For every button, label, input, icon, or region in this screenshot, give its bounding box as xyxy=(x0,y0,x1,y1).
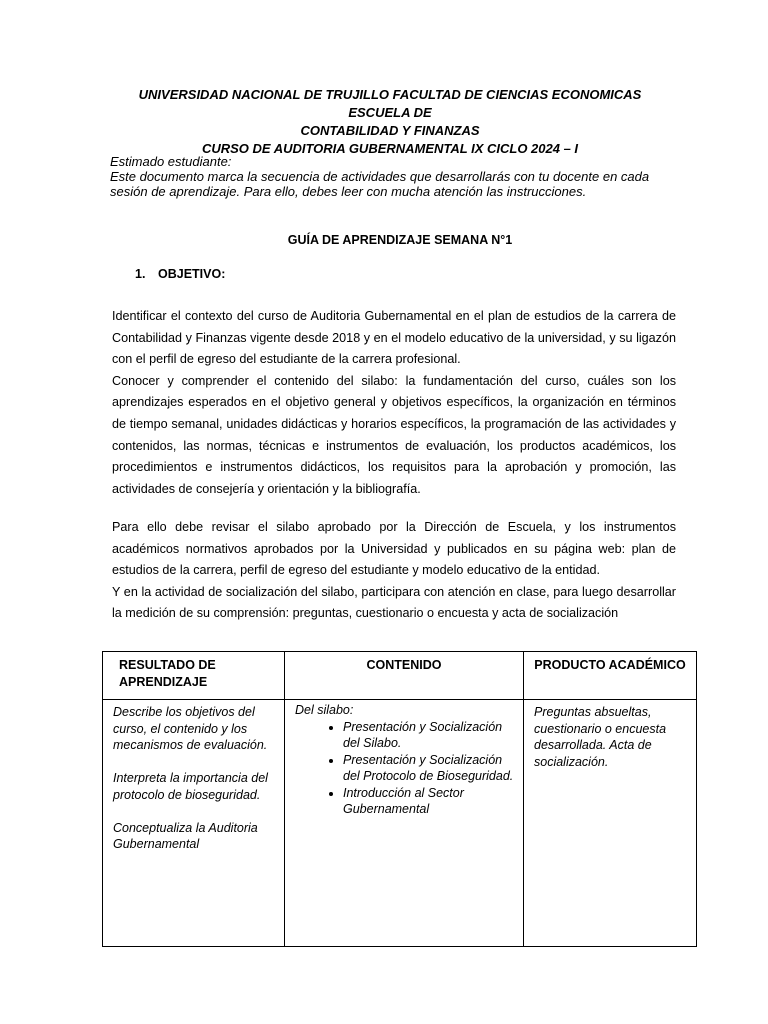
content-cell xyxy=(285,700,524,947)
guide-title: GUÍA DE APRENDIZAJE SEMANA N°1 xyxy=(287,233,513,247)
university-line: UNIVERSIDAD NACIONAL DE TRUJILLO FACULTAD DE CIENCIAS ECONOMICAS ESCUELA DE xyxy=(138,87,642,120)
list-item: • Introducción al Sector Gubernamental xyxy=(343,785,517,818)
content-list xyxy=(295,719,517,818)
objective-paragraph-4: Y en la actividad de socialización del silabo, participara con atención en clase, para luego desarrollar la medición de su comprensión: preguntas, cuestionario o encuesta y acta de socialización xyxy=(112,584,676,621)
intro-text: Este documento marca la secuencia de actividades que desarrollarás con tu docente en cada sesión de aprendizaje. Para ello, debes leer con mucha atención las instrucciones. xyxy=(110,169,650,199)
list-item: • Presentación y Socialización del Protocolo de Bioseguridad. xyxy=(343,752,517,785)
activities-table xyxy=(102,651,697,947)
objective-block-2 xyxy=(112,517,676,625)
greeting: Estimado estudiante: xyxy=(110,154,232,169)
objective-heading xyxy=(135,267,225,281)
objective-block-1 xyxy=(112,306,676,500)
academic-product-cell: Preguntas absueltas, cuestionario o encuesta desarrollada. Acta de socialización. xyxy=(524,700,697,947)
content-intro: Del silabo: xyxy=(295,703,354,717)
table-header-row xyxy=(103,652,697,700)
objective-paragraph-3: Para ello debe revisar el silabo aprobado por la Dirección de Escuela, y los instrumentos académicos normativos aprobados por la Universidad y publicados en su página web: plan de estudios de la carrera, perfil de egreso del estudiante y modelo educativo de la entidad. xyxy=(112,520,676,578)
objective-label: OBJETIVO: xyxy=(158,267,226,281)
objective-paragraph-2: Conocer y comprender el contenido del silabo: la fundamentación del curso, cuáles son los aprendizajes esperados en el objetivo general y objetivos específicos, la organización en términos de tiempo semanal, unidades didácticas y horarios específicos, la programación de las actividades y contenidos, las normas, técnicas e instrumentos de evaluación, los productos académicos, los procedimientos e instrumentos didácticos, los requisitos para la aprobación y promoción, las actividades de consejería y orientación y la bibliografía. xyxy=(112,373,676,496)
course-line: CURSO DE AUDITORIA GUBERNAMENTAL IX CICLO 2024 – I xyxy=(201,141,579,156)
header-learning-result-line1: RESULTADO DE xyxy=(119,658,216,672)
header-content: CONTENIDO xyxy=(285,652,524,700)
learning-results-cell xyxy=(103,700,285,947)
header-academic-product: PRODUCTO ACADÉMICO xyxy=(524,652,697,700)
objective-paragraph-1: Identificar el contexto del curso de Auditoria Gubernamental en el plan de estudios de la carrera de Contabilidad y Finanzas vigente desde 2018 y en el modelo educativo de la universidad, y su ligazón con el perfil de egreso del estudiante de la carrera profesional. xyxy=(112,309,676,367)
header-learning-result xyxy=(103,652,285,700)
school-line: CONTABILIDAD Y FINANZAS xyxy=(300,123,480,138)
learning-result-item: Conceptualiza la Auditoria Gubernamental xyxy=(113,820,258,851)
learning-result-item: Describe los objetivos del curso, el contenido y los mecanismos de evaluación. xyxy=(113,705,268,752)
table-row xyxy=(103,700,697,947)
learning-result-item: Interpreta la importancia del protocolo de bioseguridad. xyxy=(113,771,268,802)
header-learning-result-line2: APRENDIZAJE xyxy=(119,674,208,689)
objective-number: 1. xyxy=(135,267,146,281)
list-item: • Presentación y Socialización del Silabo. xyxy=(343,719,517,752)
document-header xyxy=(110,86,670,158)
intro-note xyxy=(110,154,690,199)
